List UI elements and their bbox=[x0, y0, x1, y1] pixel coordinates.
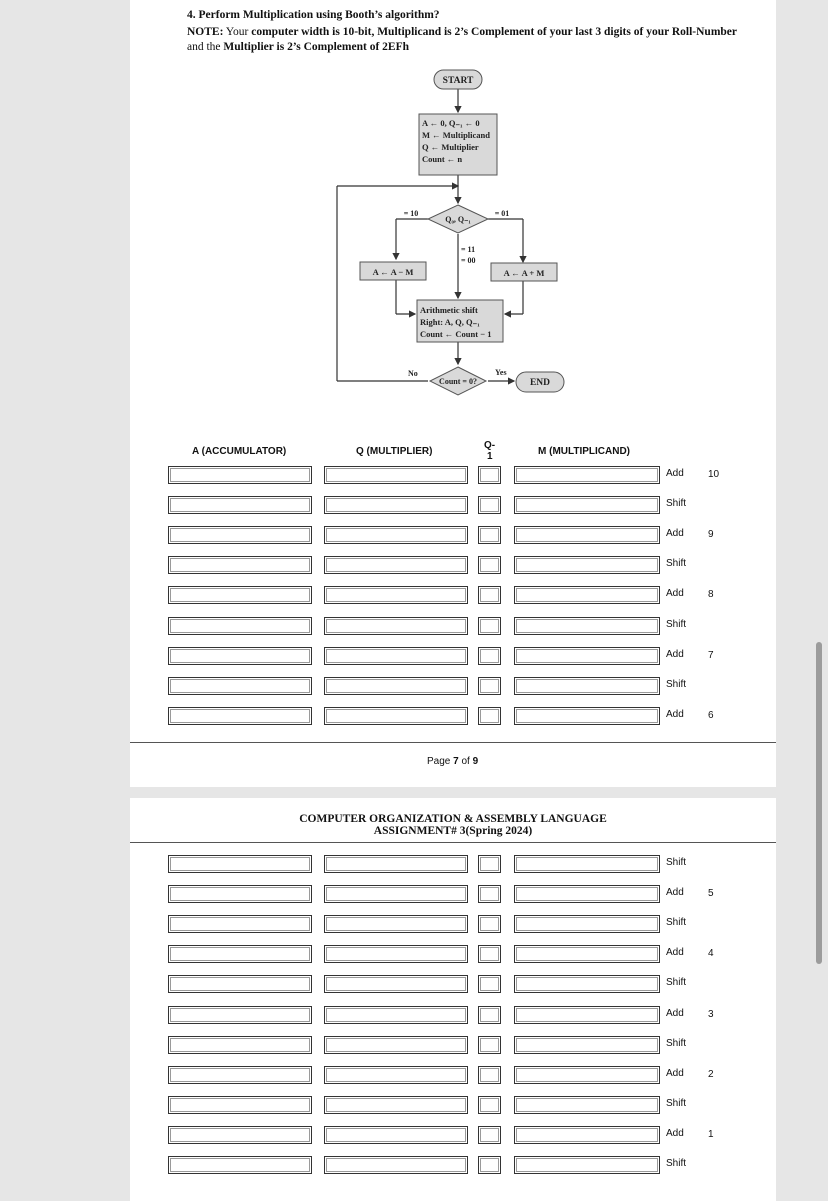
multiplier-cell[interactable] bbox=[324, 1096, 468, 1114]
accumulator-cell[interactable] bbox=[168, 1126, 312, 1144]
multiplier-cell[interactable] bbox=[324, 617, 468, 635]
no-label: No bbox=[408, 369, 418, 378]
q-minus-1-cell[interactable] bbox=[478, 1006, 501, 1024]
q-minus-1-cell[interactable] bbox=[478, 915, 501, 933]
subtract-label: A ← A − M bbox=[372, 267, 414, 277]
accumulator-cell[interactable] bbox=[168, 1096, 312, 1114]
count-label: 7 bbox=[708, 649, 714, 661]
subtract-node bbox=[360, 262, 426, 280]
q-minus-1-cell[interactable] bbox=[478, 1096, 501, 1114]
multiplicand-header: M (MULTIPLICAND) bbox=[538, 446, 631, 457]
q0-q1-decision bbox=[428, 205, 488, 233]
accumulator-cell[interactable] bbox=[168, 885, 312, 903]
page-mid: of bbox=[458, 756, 473, 767]
accumulator-cell[interactable] bbox=[168, 855, 312, 873]
multiplier-cell[interactable] bbox=[324, 556, 468, 574]
operation-label: Add bbox=[666, 648, 684, 660]
operation-label: Shift bbox=[666, 857, 687, 868]
operation-label: Add bbox=[666, 1067, 684, 1079]
table-row bbox=[168, 1066, 768, 1086]
table-row bbox=[168, 1126, 768, 1146]
accumulator-cell[interactable] bbox=[168, 707, 312, 725]
operation-label: Add bbox=[666, 947, 684, 959]
q-minus-1-cell[interactable] bbox=[478, 1036, 501, 1054]
accumulator-header: A (ACCUMULATOR) bbox=[192, 446, 287, 457]
end-node bbox=[516, 372, 564, 392]
multiplier-cell[interactable] bbox=[324, 526, 468, 544]
operation-label: Shift bbox=[666, 977, 687, 989]
table-row bbox=[168, 677, 768, 697]
yes-label: Yes bbox=[495, 368, 507, 377]
table-row bbox=[168, 617, 768, 637]
page-current: 7 bbox=[453, 756, 459, 767]
table-row bbox=[168, 586, 768, 606]
count-decision-label: Count = 0? bbox=[439, 377, 477, 386]
count-label: 10 bbox=[708, 469, 720, 480]
q-minus-1-header-bottom: 1 bbox=[487, 451, 493, 462]
count-label: 2 bbox=[708, 1068, 714, 1080]
document-page-8 bbox=[130, 798, 776, 1201]
count-label: 6 bbox=[708, 709, 714, 721]
table-row bbox=[168, 496, 768, 516]
multiplicand-cell[interactable] bbox=[514, 677, 660, 695]
multiplicand-cell[interactable] bbox=[514, 1126, 660, 1144]
operation-label: Add bbox=[666, 468, 684, 479]
page-number bbox=[427, 756, 478, 767]
q-minus-1-header bbox=[484, 440, 495, 462]
multiplier-cell[interactable] bbox=[324, 586, 468, 604]
multiplicand-cell[interactable] bbox=[514, 586, 660, 604]
note-bold-2: Multiplier is 2’s Complement of 2EFh bbox=[223, 40, 409, 53]
add-label: A ← A + M bbox=[503, 268, 545, 278]
accumulator-cell[interactable] bbox=[168, 945, 312, 963]
count-label: 5 bbox=[708, 888, 714, 900]
accumulator-cell[interactable] bbox=[168, 1036, 312, 1054]
accumulator-cell[interactable] bbox=[168, 647, 312, 665]
table-row bbox=[168, 1006, 768, 1026]
q-minus-1-cell[interactable] bbox=[478, 677, 501, 695]
q-minus-1-cell[interactable] bbox=[478, 496, 501, 514]
end-label: END bbox=[529, 378, 551, 388]
operation-label: Add bbox=[666, 708, 684, 720]
operation-label: Add bbox=[666, 528, 684, 540]
multiplicand-cell[interactable] bbox=[514, 466, 660, 484]
operation-label: Shift bbox=[666, 558, 687, 570]
operation-label: Shift bbox=[666, 1037, 687, 1049]
table-row bbox=[168, 1036, 768, 1056]
question-title: 4. Perform Multiplication using Booth’s algorithm? bbox=[187, 9, 440, 21]
multiplier-cell[interactable] bbox=[324, 1066, 468, 1084]
branch-10-label: = 10 bbox=[403, 209, 419, 218]
q-minus-1-cell[interactable] bbox=[478, 707, 501, 725]
multiplier-cell[interactable] bbox=[324, 496, 468, 514]
table-row bbox=[168, 526, 768, 546]
shift-node bbox=[417, 300, 503, 342]
q-minus-1-cell[interactable] bbox=[478, 526, 501, 544]
multiplier-cell[interactable] bbox=[324, 677, 468, 695]
multiplier-cell[interactable] bbox=[324, 915, 468, 933]
multiplier-header: Q (MULTIPLIER) bbox=[356, 446, 433, 457]
accumulator-cell[interactable] bbox=[168, 1156, 312, 1174]
question-note bbox=[187, 25, 747, 54]
table-row bbox=[168, 885, 768, 905]
multiplicand-cell[interactable] bbox=[514, 975, 660, 993]
add-node bbox=[491, 263, 557, 281]
accumulator-cell[interactable] bbox=[168, 617, 312, 635]
vertical-scrollbar[interactable] bbox=[816, 642, 822, 964]
note-part-1: Your bbox=[223, 26, 252, 38]
q-minus-1-cell[interactable] bbox=[478, 647, 501, 665]
start-node bbox=[434, 70, 482, 89]
init-line-2: M ← Multiplicand bbox=[422, 130, 491, 140]
q-minus-1-cell[interactable] bbox=[478, 975, 501, 993]
multiplicand-cell[interactable] bbox=[514, 526, 660, 544]
count-decision bbox=[430, 367, 486, 395]
accumulator-cell[interactable] bbox=[168, 496, 312, 514]
multiplicand-cell[interactable] bbox=[514, 1096, 660, 1114]
q-minus-1-cell[interactable] bbox=[478, 1126, 501, 1144]
header-divider bbox=[130, 842, 776, 843]
start-label: START bbox=[442, 76, 474, 86]
operation-label: Shift bbox=[666, 498, 687, 510]
table-row bbox=[168, 1156, 768, 1176]
q-minus-1-cell[interactable] bbox=[478, 617, 501, 635]
booth-flowchart bbox=[330, 62, 570, 407]
multiplier-cell[interactable] bbox=[324, 1006, 468, 1024]
operation-label: Shift bbox=[666, 678, 687, 690]
multiplicand-cell[interactable] bbox=[514, 496, 660, 514]
multiplier-cell[interactable] bbox=[324, 855, 468, 873]
multiplicand-cell[interactable] bbox=[514, 617, 660, 635]
multiplicand-cell[interactable] bbox=[514, 707, 660, 725]
q-minus-1-cell[interactable] bbox=[478, 586, 501, 604]
accumulator-cell[interactable] bbox=[168, 556, 312, 574]
branch-00-label: = 00 bbox=[461, 256, 476, 265]
table-row bbox=[168, 915, 768, 935]
multiplier-cell[interactable] bbox=[324, 707, 468, 725]
multiplier-cell[interactable] bbox=[324, 647, 468, 665]
multiplicand-cell[interactable] bbox=[514, 1156, 660, 1174]
multiplicand-cell[interactable] bbox=[514, 945, 660, 963]
count-label: 3 bbox=[708, 1008, 714, 1020]
note-prefix: NOTE: bbox=[187, 26, 224, 38]
multiplier-cell[interactable] bbox=[324, 885, 468, 903]
multiplier-cell[interactable] bbox=[324, 975, 468, 993]
q-minus-1-cell[interactable] bbox=[478, 885, 501, 903]
table-row bbox=[168, 975, 768, 995]
init-line-4: Count ← n bbox=[422, 154, 463, 164]
init-line-1: A ← 0, Q₋₁ ← 0 bbox=[422, 118, 480, 128]
multiplier-cell[interactable] bbox=[324, 945, 468, 963]
branch-11-label: = 11 bbox=[461, 245, 476, 254]
operation-label: Shift bbox=[666, 1097, 687, 1109]
accumulator-cell[interactable] bbox=[168, 526, 312, 544]
table-row bbox=[168, 647, 768, 667]
note-bold-1: computer width is 10-bit, Multiplicand is 2’s Complement of your last 3 digits of your Roll-Number bbox=[251, 26, 738, 38]
count-label: 9 bbox=[708, 529, 714, 541]
table-row bbox=[168, 855, 768, 875]
q-minus-1-cell[interactable] bbox=[478, 466, 501, 484]
assignment-title: ASSIGNMENT# 3(Spring 2024) bbox=[373, 825, 533, 837]
q-minus-1-cell[interactable] bbox=[478, 855, 501, 873]
multiplier-cell[interactable] bbox=[324, 1156, 468, 1174]
note-part-2: and the bbox=[187, 40, 224, 53]
footer-divider bbox=[130, 742, 776, 743]
q-minus-1-header-top: Q- bbox=[484, 440, 496, 451]
count-label: 4 bbox=[708, 948, 714, 960]
operation-label: Add bbox=[666, 588, 684, 600]
multiplicand-cell[interactable] bbox=[514, 915, 660, 933]
decision-label: Q₀, Q₋₁ bbox=[445, 215, 471, 224]
shift-line-1: Arithmetic shift bbox=[420, 305, 478, 315]
course-header bbox=[130, 813, 776, 837]
table-row bbox=[168, 466, 768, 486]
multiplicand-cell[interactable] bbox=[514, 556, 660, 574]
operation-label: Shift bbox=[666, 1158, 687, 1169]
page-total: 9 bbox=[472, 756, 479, 767]
q-minus-1-cell[interactable] bbox=[478, 1066, 501, 1084]
count-label: 8 bbox=[708, 589, 714, 601]
multiplicand-cell[interactable] bbox=[514, 647, 660, 665]
operation-label: Add bbox=[666, 887, 684, 899]
accumulator-cell[interactable] bbox=[168, 677, 312, 695]
accumulator-cell[interactable] bbox=[168, 586, 312, 604]
accumulator-cell[interactable] bbox=[168, 1066, 312, 1084]
operation-label: Shift bbox=[666, 917, 687, 929]
multiplier-cell[interactable] bbox=[324, 1036, 468, 1054]
accumulator-cell[interactable] bbox=[168, 466, 312, 484]
init-line-3: Q ← Multiplier bbox=[422, 142, 479, 152]
operation-label: Add bbox=[666, 1127, 684, 1139]
multiplicand-cell[interactable] bbox=[514, 1006, 660, 1024]
q-minus-1-cell[interactable] bbox=[478, 556, 501, 574]
branch-01-label: = 01 bbox=[494, 209, 510, 218]
shift-line-3: Count ← Count − 1 bbox=[420, 329, 492, 339]
multiplicand-cell[interactable] bbox=[514, 1066, 660, 1084]
document-page-7 bbox=[130, 0, 776, 787]
table-row bbox=[168, 707, 768, 727]
multiplicand-cell[interactable] bbox=[514, 855, 660, 873]
init-node bbox=[419, 114, 497, 175]
page-prefix: Page bbox=[427, 756, 454, 767]
q-minus-1-cell[interactable] bbox=[478, 1156, 501, 1174]
multiplier-cell[interactable] bbox=[324, 466, 468, 484]
q-minus-1-cell[interactable] bbox=[478, 945, 501, 963]
multiplier-cell[interactable] bbox=[324, 1126, 468, 1144]
table-row bbox=[168, 945, 768, 965]
accumulator-cell[interactable] bbox=[168, 975, 312, 993]
operation-label: Add bbox=[666, 1007, 684, 1019]
multiplicand-cell[interactable] bbox=[514, 885, 660, 903]
operation-label: Shift bbox=[666, 618, 687, 630]
accumulator-cell[interactable] bbox=[168, 915, 312, 933]
accumulator-cell[interactable] bbox=[168, 1006, 312, 1024]
shift-line-2: Right: A, Q, Q₋₁ bbox=[420, 317, 480, 327]
table-row bbox=[168, 556, 768, 576]
table-row bbox=[168, 1096, 768, 1116]
count-label: 1 bbox=[708, 1128, 714, 1140]
multiplicand-cell[interactable] bbox=[514, 1036, 660, 1054]
course-title: COMPUTER ORGANIZATION & ASSEMBLY LANGUAGE bbox=[299, 813, 607, 825]
